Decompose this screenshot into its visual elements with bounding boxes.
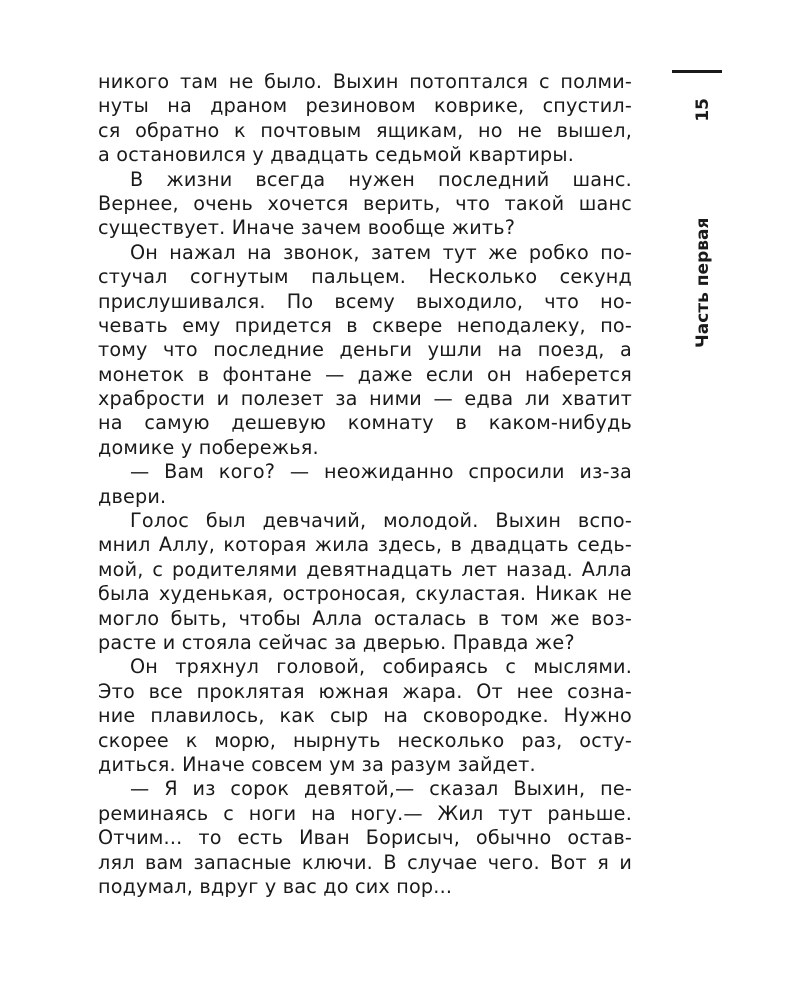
text-line: мнил Аллу, которая жила здесь, в двадцать седь- xyxy=(98,533,632,557)
text-line: В жизни всегда нужен последний шанс. xyxy=(130,167,632,191)
text-line: монеток в фонтане — даже если он наберется xyxy=(98,362,632,386)
text-line: Он нажал на звонок, затем тут же робко по- xyxy=(130,240,632,264)
body-text xyxy=(98,70,632,899)
text-line: на самую дешевую комнату в каком-нибудь xyxy=(98,411,632,435)
text-line: Отчим... то есть Иван Борисыч, обычно остав- xyxy=(98,826,632,850)
text-line: Он тряхнул головой, собираясь с мыслями. xyxy=(130,655,632,679)
text-line: могло быть, чтобы Алла осталась в том же воз- xyxy=(98,606,632,630)
text-line: двери. xyxy=(98,484,167,508)
text-line: тому что последние деньги ушли на поезд, а xyxy=(98,338,632,362)
text-line: существует. Иначе зачем вообще жить? xyxy=(98,216,516,240)
text-line: мой, с родителями девятнадцать лет назад. Алла xyxy=(98,557,632,581)
text-line: была худенькая, остроносая, скуластая. Никак не xyxy=(98,582,632,606)
text-line: никого там не было. Выхин потоптался с полми- xyxy=(98,70,632,93)
text-line: ся обратно к почтовым ящикам, но не вышел, xyxy=(98,118,632,142)
text-line: реминаясь с ноги на ногу.— Жил тут раньше. xyxy=(98,801,632,825)
section-title: Часть первая xyxy=(693,217,713,348)
text-line: подумал, вдруг у вас до сих пор... xyxy=(98,874,453,898)
text-line: нуты на драном резиновом коврике, спустил- xyxy=(98,94,632,118)
text-line: Это все проклятая южная жара. От нее созна- xyxy=(98,679,632,703)
text-line: чевать ему придется в сквере неподалеку, по- xyxy=(98,313,632,337)
text-line: ние плавилось, как сыр на сковородке. Нужно xyxy=(98,704,632,728)
text-line: а остановился у двадцать седьмой квартиры. xyxy=(98,143,575,167)
text-line: расте и стояла сейчас за дверью. Правда же? xyxy=(98,630,575,654)
text-line: лял вам запасные ключи. В случае чего. Вот я и xyxy=(98,850,632,874)
header-rule xyxy=(672,70,722,73)
text-line: Вернее, очень хочется верить, что такой шанс xyxy=(98,191,632,215)
running-head xyxy=(692,98,714,348)
text-line: домике у побережья. xyxy=(98,435,319,459)
text-line: диться. Иначе совсем ум за разум зайдет. xyxy=(98,752,536,776)
text-line: стучал согнутым пальцем. Несколько секунд xyxy=(98,265,632,289)
text-line: Голос был девчачий, молодой. Выхин вспо- xyxy=(130,509,632,533)
text-line: — Вам кого? — неожиданно спросили из-за xyxy=(130,460,632,484)
text-line: скорее к морю, нырнуть несколько раз, осту- xyxy=(98,728,632,752)
text-line: храбрости и полезет за ними — едва ли хватит xyxy=(98,387,632,411)
text-line: — Я из сорок девятой,— сказал Выхин, пе- xyxy=(130,777,632,801)
text-line: прислушивался. По всему выходило, что но- xyxy=(98,289,632,313)
page-number: 15 xyxy=(693,98,713,122)
